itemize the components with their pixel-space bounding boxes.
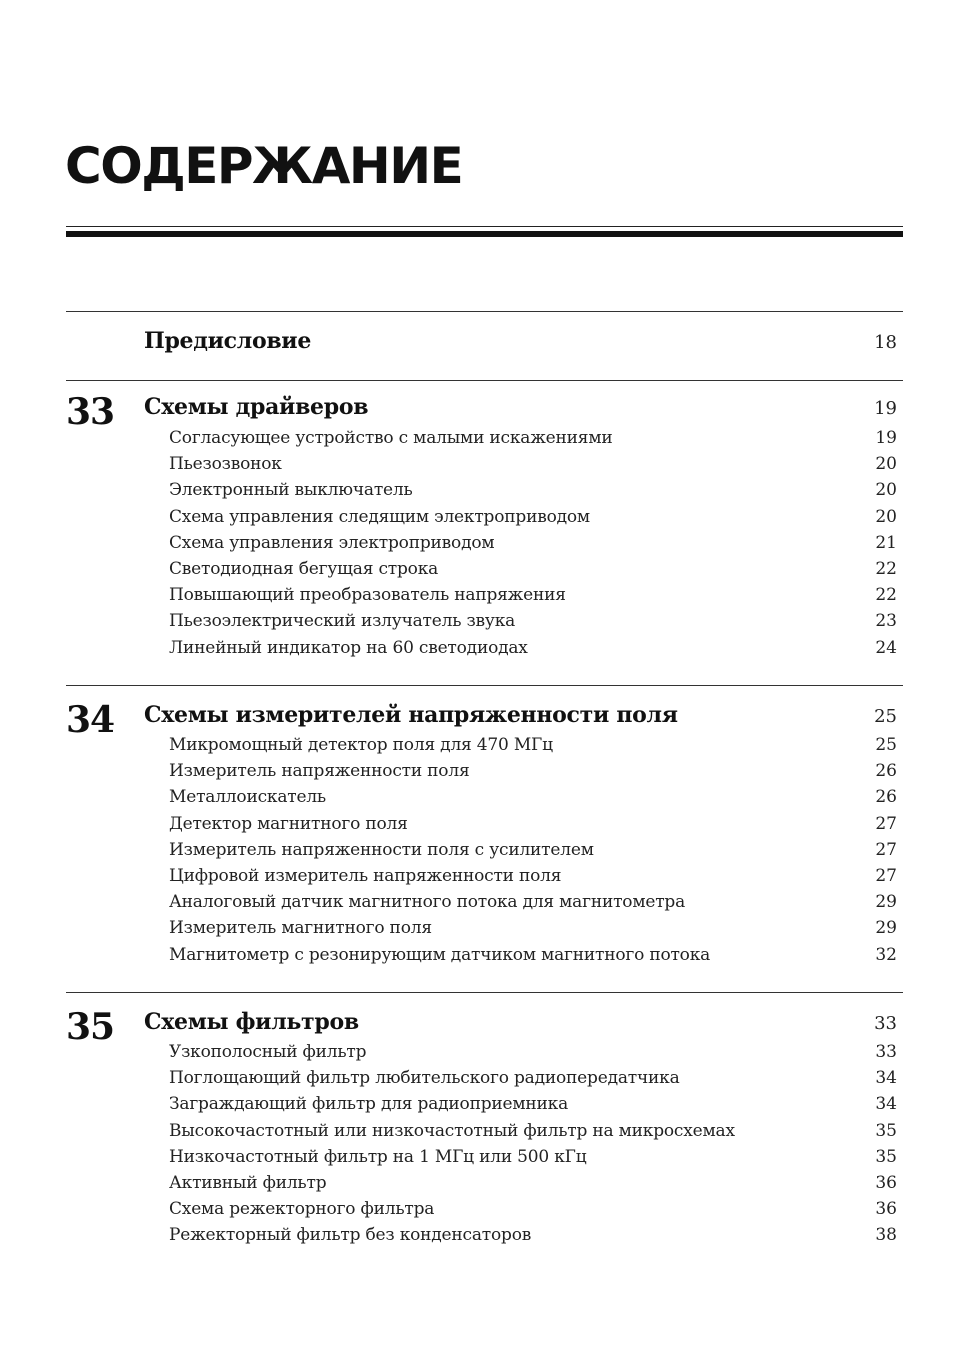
toc-entry[interactable] <box>169 556 897 582</box>
preface-divider <box>66 311 903 312</box>
chapter-page: 25 <box>874 706 897 727</box>
toc-entry-title: Измеритель напряженности поля с усилителем <box>169 839 594 860</box>
toc-entry-title: Схема управления следящим электроприводом <box>169 506 590 527</box>
toc-entry[interactable] <box>169 1144 897 1170</box>
toc-entry[interactable] <box>169 1170 897 1196</box>
toc-entry-page: 36 <box>875 1199 897 1220</box>
toc-entry-page: 36 <box>875 1172 897 1193</box>
toc-entry-page: 29 <box>875 918 897 939</box>
chapter-number: 35 <box>66 1006 115 1048</box>
toc-entry-title: Цифровой измеритель напряженности поля <box>169 865 562 886</box>
toc-entry-page: 22 <box>875 585 897 606</box>
toc-entry-title: Узкополосный фильтр <box>169 1042 367 1062</box>
chapter-33-entries <box>169 425 897 661</box>
toc-entry-title: Пьезоэлектрический излучатель звука <box>169 611 516 632</box>
chapter-title[interactable]: Схемы драйверов <box>144 394 369 420</box>
toc-entry-page: 27 <box>875 865 897 886</box>
toc-entry-page: 27 <box>875 813 897 834</box>
toc-entry-title: Высокочастотный или низкочастотный фильтр на микросхемах <box>169 1120 735 1141</box>
toc-entry-page: 22 <box>875 558 897 579</box>
toc-entry-title: Детектор магнитного поля <box>169 813 408 834</box>
toc-entry[interactable] <box>169 425 897 451</box>
toc-entry[interactable] <box>169 1091 897 1117</box>
toc-entry[interactable] <box>169 451 897 477</box>
toc-entry[interactable] <box>169 530 897 556</box>
toc-entry-page: 25 <box>875 735 897 755</box>
toc-entry-page: 32 <box>875 944 897 965</box>
toc-entry-title: Металлоискатель <box>169 787 326 808</box>
toc-entry-title: Аналоговый датчик магнитного потока для магнитометра <box>169 892 686 913</box>
toc-entry-page: 23 <box>875 611 897 632</box>
toc-entry-title: Согласующее устройство с малыми искажениями <box>169 428 613 448</box>
page-title: СОДЕРЖАНИЕ <box>65 137 463 195</box>
toc-entry-page: 33 <box>875 1042 897 1062</box>
toc-entry[interactable] <box>169 732 897 758</box>
toc-entry-page: 26 <box>875 787 897 808</box>
toc-entry-page: 24 <box>875 637 897 658</box>
toc-entry[interactable] <box>169 811 897 837</box>
toc-entry-page: 21 <box>875 532 897 553</box>
toc-entry-title: Поглощающий фильтр любительского радиопередатчика <box>169 1068 680 1089</box>
toc-entry[interactable] <box>169 1065 897 1091</box>
toc-entry-page: 26 <box>875 761 897 782</box>
toc-entry[interactable] <box>169 942 897 968</box>
header-rule-thick <box>66 231 903 237</box>
toc-entry[interactable] <box>169 784 897 810</box>
toc-entry[interactable] <box>169 1222 897 1248</box>
toc-entry[interactable] <box>169 504 897 530</box>
toc-entry-page: 27 <box>875 839 897 860</box>
toc-entry-title: Заграждающий фильтр для радиоприемника <box>169 1094 569 1115</box>
toc-entry-title: Схема режекторного фильтра <box>169 1199 435 1220</box>
chapter-number: 33 <box>66 391 115 433</box>
toc-entry-page: 35 <box>875 1120 897 1141</box>
toc-entry[interactable] <box>169 889 897 915</box>
toc-entry-title: Микромощный детектор поля для 470 МГц <box>169 735 553 755</box>
toc-entry-title: Схема управления электроприводом <box>169 532 495 553</box>
toc-entry-page: 19 <box>875 428 897 448</box>
toc-entry-title: Магнитометр с резонирующим датчиком магнитного потока <box>169 944 711 965</box>
chapter-34-entries <box>169 732 897 968</box>
toc-entry-title: Повышающий преобразователь напряжения <box>169 585 566 606</box>
toc-entry[interactable] <box>169 1118 897 1144</box>
toc-entry-page: 20 <box>875 454 897 475</box>
toc-entry-title: Светодиодная бегущая строка <box>169 558 439 579</box>
toc-entry[interactable] <box>169 1039 897 1065</box>
toc-entry[interactable] <box>169 1196 897 1222</box>
toc-entry[interactable] <box>169 758 897 784</box>
chapter-page: 19 <box>874 398 897 419</box>
toc-entry-page: 20 <box>875 506 897 527</box>
preface-title[interactable]: Предисловие <box>144 328 312 354</box>
toc-entry-title: Измеритель магнитного поля <box>169 918 432 939</box>
toc-entry[interactable] <box>169 477 897 503</box>
chapter-number: 34 <box>66 699 115 741</box>
toc-entry-title: Линейный индикатор на 60 светодиодах <box>169 637 528 658</box>
preface-page: 18 <box>874 332 897 353</box>
toc-entry-title: Электронный выключатель <box>169 480 413 501</box>
toc-entry-page: 35 <box>875 1146 897 1167</box>
toc-entry-page: 34 <box>875 1094 897 1115</box>
toc-entry-title: Низкочастотный фильтр на 1 МГц или 500 кГц <box>169 1146 587 1167</box>
toc-entry-page: 38 <box>875 1225 897 1246</box>
chapter-33-divider <box>66 380 903 381</box>
toc-entry[interactable] <box>169 837 897 863</box>
header-rule-thin <box>66 226 903 227</box>
toc-entry-title: Измеритель напряженности поля <box>169 761 470 782</box>
toc-entry[interactable] <box>169 582 897 608</box>
chapter-page: 33 <box>874 1013 897 1034</box>
toc-entry[interactable] <box>169 863 897 889</box>
toc-entry[interactable] <box>169 915 897 941</box>
chapter-title[interactable]: Схемы фильтров <box>144 1009 359 1035</box>
chapter-34-divider <box>66 685 903 686</box>
toc-entry[interactable] <box>169 608 897 634</box>
chapter-title[interactable]: Схемы измерителей напряженности поля <box>144 702 678 728</box>
toc-entry-page: 20 <box>875 480 897 501</box>
toc-entry-page: 34 <box>875 1068 897 1089</box>
chapter-35-divider <box>66 992 903 993</box>
toc-entry-title: Активный фильтр <box>169 1172 327 1193</box>
toc-entry-page: 29 <box>875 892 897 913</box>
toc-entry-title: Пьезозвонок <box>169 454 282 475</box>
chapter-35-entries <box>169 1039 897 1249</box>
toc-entry[interactable] <box>169 635 897 661</box>
toc-entry-title: Режекторный фильтр без конденсаторов <box>169 1225 532 1246</box>
